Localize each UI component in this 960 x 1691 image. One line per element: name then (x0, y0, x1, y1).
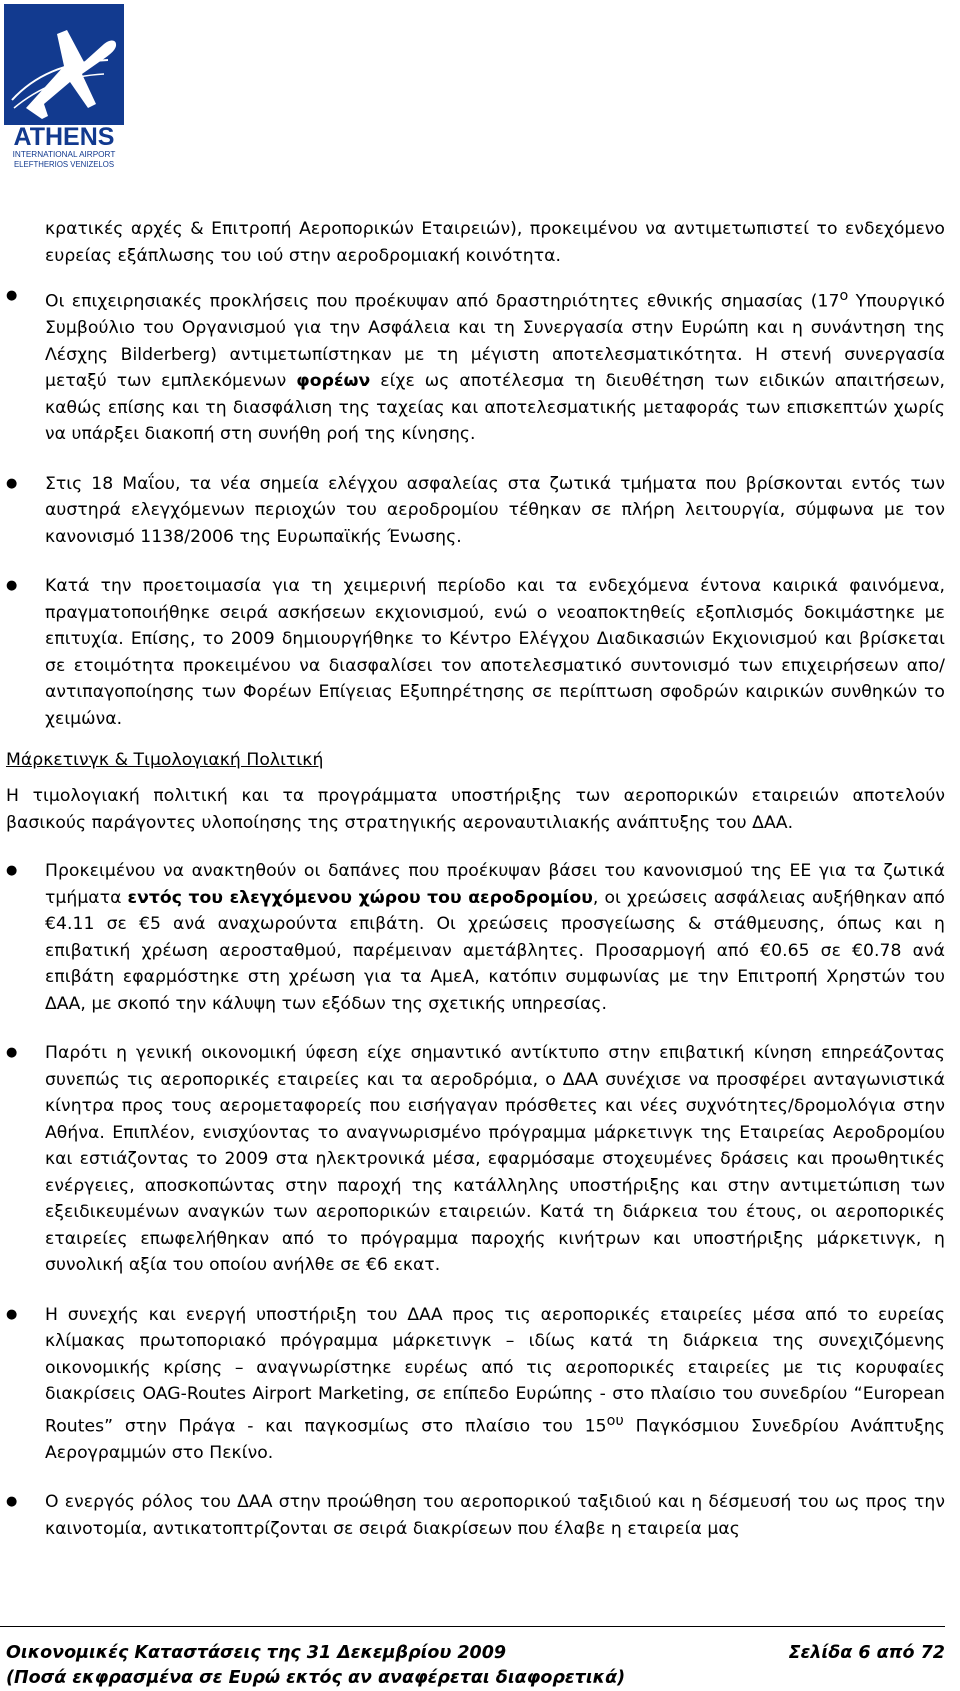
list-item (0, 573, 945, 732)
superscript: ο (839, 288, 849, 304)
list-item (0, 1040, 945, 1279)
page-number: Σελίδα 6 από 72 (788, 1643, 945, 1663)
text-part: Η συνεχής και ενεργή υποστήριξη του ΔΑΑ προς τις αεροπορικές εταιρείες μέσα από το ευρείας κλίμακας πρωτοποριακό πρόγραμμα μάρκετινγκ – ιδίως κατά τη διάρκεια της συνεχιζόμενης οικονομικής κρίσης – αναγνωρίστηκε ευρέως από τις αεροπορικές εταιρείες με τις κορυφαίες διακρίσεις OAG-Routes Airport Marketing, σε επίπεδο Ευρώπης - στο πλαίσιο του συνεδρίου “European Routes” στην Πράγα - και παγκοσμίως στο πλαίσιο του 15 (45, 1304, 945, 1437)
footer-note: (Ποσά εκφρασμένα σε Ευρώ εκτός αν αναφέρεται διαφορετικά) (6, 1668, 626, 1688)
bullet-icon: ● (6, 1306, 18, 1322)
bullet-icon: ● (6, 1045, 18, 1061)
bold-text: φορέων (296, 371, 371, 392)
continuation-text: κρατικές αρχές & Επιτροπή Αεροπορικών Εταιρειών), προκειμένου να αντιμετωπιστεί το ενδεχόμενο ευρείας εξάπλωσης του ιού στην αεροδρομιακή κοινότητα. (45, 219, 945, 266)
bold-text: εντός του ελεγχόμενου χώρου του αεροδρομίου (127, 887, 593, 908)
text-part: Υπουργικό Συμβούλιο του Οργανισμού για την Ασφάλεια και τη Συνεργασία στην Ευρώπη και η συνάντηση της Λέσχης Bilderberg) αντιμετωπίστηκαν με τη μέγιστη αποτελεσματικότητα. Η στενή συνεργασία μεταξύ των εμπλεκόμενων (45, 291, 945, 392)
list-item-text: Κατά την προετοιμασία για τη χειμερινή περίοδο και τα ενδεχόμενα έντονα καιρικά φαινόμενα, πραγματοποιήθηκε σειρά ασκήσεων εκχιονισμού, ενώ ο νεοαποκτηθείς εξοπλισμός δοκιμάστηκε με επιτυχία. Επίσης, το 2009 δημιουργήθηκε το Κέντρο Ελέγχου Διαδικασιών Εκχιονισμού και βρίσκεται σε ετοιμότητα προκειμένου να διασφαλίσει τον αποτελεσματικό συντονισμό των επιχειρήσεων απο/αντιπαγοποίησης των Φορέων Επίγειας Εξυπηρέτησης σε περίπτωση σφοδρών καιρικών συνθηκών το χειμώνα. (45, 576, 945, 729)
page-footer (0, 1626, 945, 1691)
text-part: , οι χρεώσεις ασφάλειας αυξήθηκαν από €4.11 σε €5 ανά αναχωρούντα επιβάτη. Οι χρεώσεις προσγείωσης & στάθμευσης, όπως και η επιβατική χρέωση αεροσταθμού, παρέμειναν αμετάβλητες. Προσαρμογή από €0.65 σε €0.78 ανά επιβάτη εφαρμόστηκε στη χρέωση για τα ΑμεΑ, κατόπιν συμφωνίας με την Επιτροπή Χρηστών του ΔΑΑ, με σκοπό την κάλυψη των εξόδων της σχετικής υπηρεσίας. (45, 887, 945, 1014)
list-item (0, 1302, 945, 1467)
list-item-text (45, 283, 945, 448)
list-item-text (45, 858, 945, 1017)
superscript: ου (606, 1412, 624, 1429)
list-item-text: Παρότι η γενική οικονομική ύφεση είχε σημαντικό αντίκτυπο στην επιβατική κίνηση επηρεάζοντας συνεπώς τις αεροπορικές εταιρείες και τα αεροδρόμια, ο ΔΑΑ συνέχισε να προσφέρει ανταγωνιστικά κίνητρα προς τους αερομεταφορείς που εισήγαγαν πρόσθετες και νέες συχνότητες/δρομολόγια στην Αθήνα. Επιπλέον, ενισχύοντας το αναγνωρισμένο πρόγραμμα μάρκετινγκ της Εταιρείας Αεροδρομίου και εστιάζοντας το 2009 στα ηλεκτρονικά μέσα, εφαρμόσαμε στοχευμένες δράσεις και προωθητικές ενέργειες, αποσκοπώντας στην παροχή της κατάλληλης υποστήριξης και στην αντιμετώπιση των εξειδικευμένων αναγκών των αεροπορικών εταιρειών. Κατά τη διάρκεια του έτους, οι αεροπορικές εταιρείες επωφελήθηκαν από το πρόγραμμα παροχής κινήτρων και υποστήριξης μάρκετινγκ, η συνολική αξία του οποίου ανήλθε σε €6 εκατ. (45, 1043, 945, 1276)
bullet-icon: ● (6, 863, 18, 879)
list-item-text: Στις 18 Μαΐου, τα νέα σημεία ελέγχου ασφαλείας στα ζωτικά τμήματα που βρίσκονται εντός των αυστηρά ελεγχόμενων περιοχών του αεροδρομίου τέθηκαν σε πλήρη λειτουργία, σύμφωνα με τον κανονισμό 1138/2006 της Ευρωπαϊκής Ένωσης. (45, 473, 945, 547)
bullet-icon: ● (6, 288, 18, 303)
footer-title: Οικονομικές Καταστάσεις της 31 Δεκεμβρίου 2009 (6, 1643, 507, 1663)
text-part: Παγκόσμιου Συνεδρίου Ανάπτυξης Αερογραμμών στο Πεκίνο. (45, 1416, 945, 1463)
list-item (0, 283, 945, 448)
logo-line1: INTERNATIONAL AIRPORT (12, 150, 116, 159)
bullet-icon: ● (6, 578, 18, 594)
text-part: είχε ως αποτέλεσμα τη διευθέτηση των ειδικών απαιτήσεων, καθώς επίσης και τη διασφάλιση της ταχείας και αποτελεσματικής μεταφοράς των επισκεπτών χωρίς να υπάρξει διακοπή στη συνήθη ροή της κίνησης. (45, 371, 945, 445)
section-paragraph: Η τιμολογιακή πολιτική και τα προγράμματα υποστήριξης των αεροπορικών εταιρειών αποτελούν βασικούς παράγοντες υλοποίησης της στρατηγικής αεροναυτιλιακής ανάπτυξης του ΔΑΑ. (6, 786, 945, 833)
list-item (0, 471, 945, 551)
text-part: Προκειμένου να ανακτηθούν οι δαπάνες που προέκυψαν βάσει του κανονισμού της ΕΕ για τα ζωτικά τμήματα (45, 861, 945, 908)
list-item (0, 1489, 945, 1542)
text-part: Οι επιχειρησιακές προκλήσεις που προέκυψαν από δραστηριότητες εθνικής σημασίας (17 (45, 291, 840, 312)
bullet-icon: ● (6, 1494, 18, 1510)
bullet-icon: ● (6, 475, 18, 491)
document-body (0, 216, 945, 1565)
list-item (0, 858, 945, 1017)
company-logo (4, 4, 124, 176)
list-item-text: Ο ενεργός ρόλος του ΔΑΑ στην προώθηση του αεροπορικού ταξιδιού και η δέσμευσή του ως προς την καινοτομία, αντικατοπτρίζονται σε σειρά διακρίσεων που έλαβε η εταιρεία μας (45, 1492, 945, 1539)
logo-brand: ATHENS (13, 123, 115, 151)
logo-line2: ELEFTHERIOS VENIZELOS (13, 160, 115, 169)
list-item-text (45, 1302, 945, 1467)
footer-row (0, 1641, 945, 1666)
section-heading: Μάρκετινγκ & Τιμολογιακή Πολιτική (6, 750, 324, 771)
airplane-logo-icon (4, 4, 124, 176)
